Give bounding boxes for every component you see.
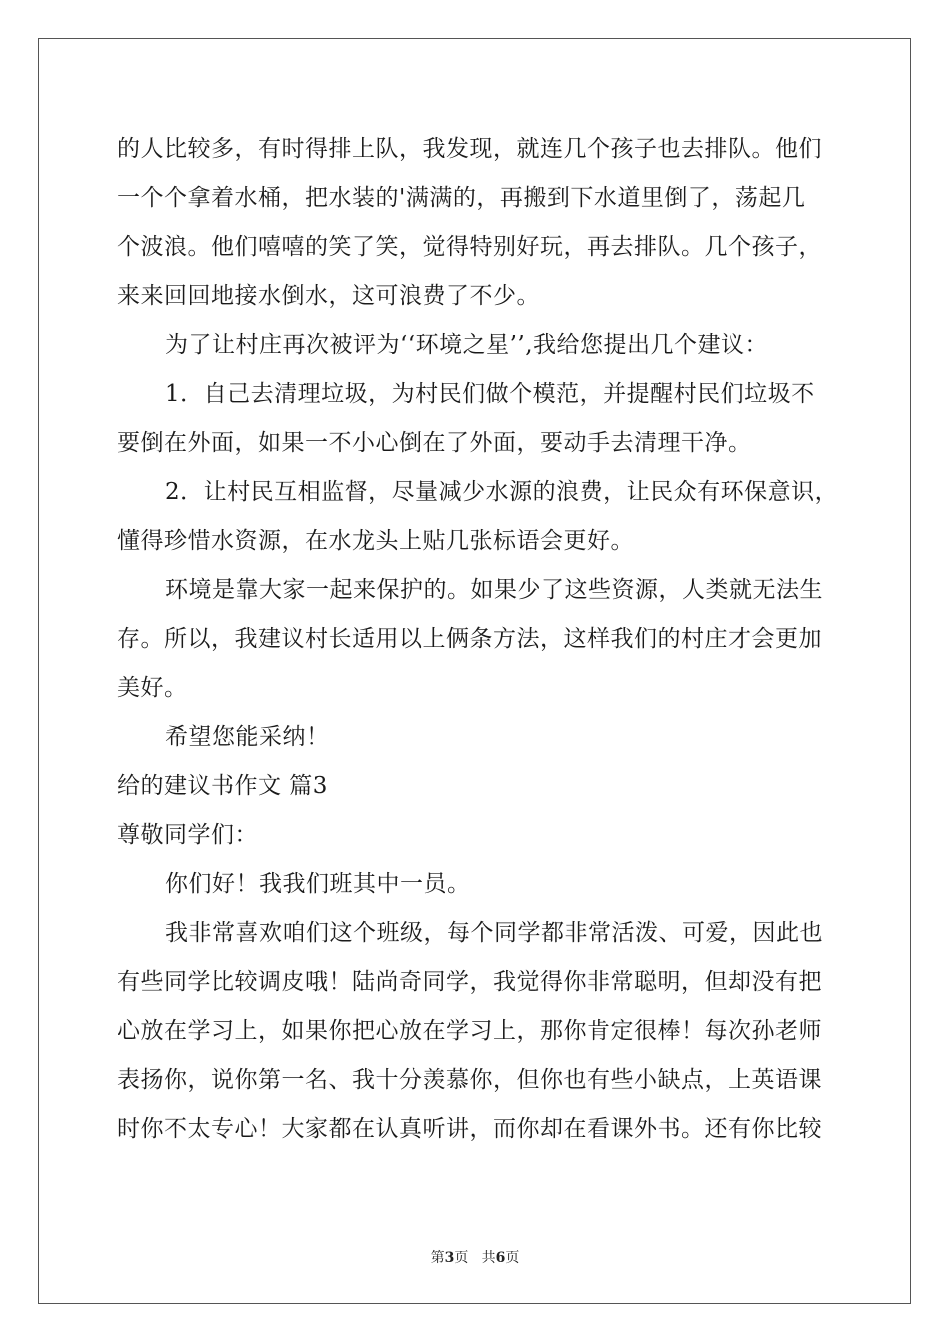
text-line-17: 我非常喜欢咱们这个班级，每个同学都非常活泼、可爱，因此也: [165, 920, 823, 946]
text-line-10: 环境是靠大家一起来保护的。如果少了这些资源，人类就无法生: [165, 577, 823, 603]
text-line-12: 美好。: [117, 675, 188, 701]
footer-total-pages: 6: [495, 1250, 506, 1266]
footer-total-suffix: 页: [505, 1250, 520, 1266]
text-line-8: 2．让村民互相监督，尽量减少水源的浪费，让民众有环保意识，: [165, 479, 839, 505]
text-line-20: 表扬你，说你第一名、我十分羡慕你，但你也有些小缺点，上英语课: [117, 1067, 822, 1093]
text-line-5: 为了让村庄再次被评为‘‘环境之星’’,我给您提出几个建议：: [165, 332, 769, 358]
text-line-7: 要倒在外面，如果一不小心倒在了外面，要动手去清理干净。: [117, 430, 752, 456]
text-line-9: 懂得珍惜水资源，在水龙头上贴几张标语会更好。: [117, 528, 634, 554]
page-footer: [0, 1247, 950, 1267]
footer-page-number: 3: [444, 1250, 455, 1266]
text-line-21: 时你不太专心！大家都在认真听讲，而你却在看课外书。还有你比较: [117, 1116, 822, 1142]
text-line-1: 的人比较多，有时得排上队，我发现，就连几个孩子也去排队。他们: [117, 136, 822, 162]
footer-page-suffix: 页: [454, 1250, 469, 1266]
text-line-4: 来来回回地接水倒水，这可浪费了不少。: [117, 283, 540, 309]
salutation: 尊敬同学们：: [117, 822, 258, 848]
text-line-6: 1．自己去清理垃圾，为村民们做个模范，并提醒村民们垃圾不: [165, 381, 815, 407]
text-line-16: 你们好！我我们班其中一员。: [165, 871, 471, 897]
document-body: [117, 125, 837, 1154]
footer-total-prefix: 共: [481, 1250, 496, 1266]
text-line-19: 心放在学习上，如果你把心放在学习上，那你肯定很棒！每次孙老师: [117, 1018, 822, 1044]
footer-prefix: 第: [430, 1250, 445, 1266]
text-line-3: 个波浪。他们嘻嘻的笑了笑，觉得特别好玩，再去排队。几个孩子，: [117, 234, 822, 260]
text-line-13: 希望您能采纳！: [165, 724, 330, 750]
text-line-18: 有些同学比较调皮哦！陆尚奇同学，我觉得你非常聪明，但却没有把: [117, 969, 822, 995]
text-line-11: 存。所以，我建议村长适用以上俩条方法，这样我们的村庄才会更加: [117, 626, 822, 652]
section-heading: 给的建议书作文 篇3: [117, 773, 328, 799]
text-line-2: 一个个拿着水桶，把水装的'满满的，再搬到下水道里倒了，荡起几: [117, 185, 806, 211]
